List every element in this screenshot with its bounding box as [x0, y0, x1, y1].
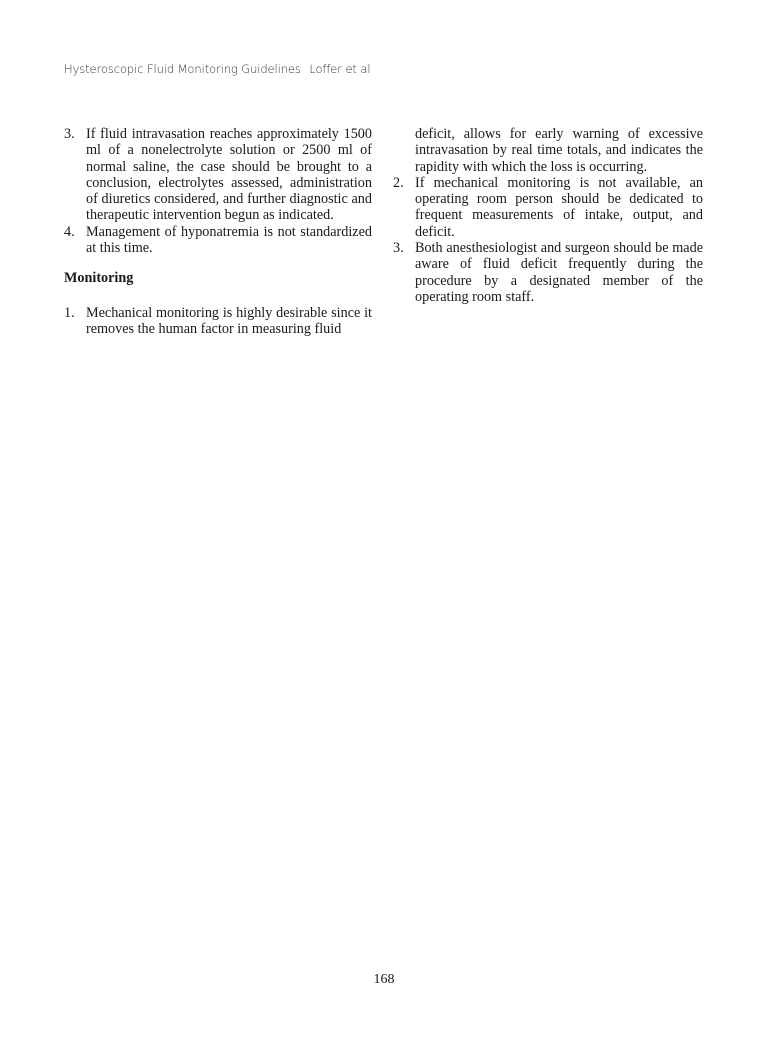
- list-item-1-continuation: deficit, allows for early warning of excessive intravasation by real time totals, and indicates the rapidity with which the loss is occurring.: [415, 126, 703, 175]
- list-item-text: If fluid intravasation reaches approximately 1500 ml of a nonelectrolyte solution or 2500 ml of normal saline, the case should be brought to a conclusion, electrolytes assessed, administration of diuretics considered, and further diagnostic and therapeutic intervention begun as indicated.: [86, 126, 372, 224]
- left-column: [64, 126, 372, 337]
- list-item-4: [64, 224, 372, 257]
- list-item-text: If mechanical monitoring is not available, an operating room person should be dedicated to frequent measurements of intake, output, and deficit.: [415, 174, 703, 240]
- list-item-number: 2.: [393, 174, 404, 191]
- list-item-text: Management of hyponatremia is not standardized at this time.: [86, 223, 372, 257]
- running-header-title: Hysteroscopic Fluid Monitoring Guidelines: [64, 62, 301, 76]
- running-header-authors: Loffer et al: [309, 62, 371, 76]
- list-item-number: 4.: [64, 223, 75, 240]
- list-item-3: [64, 126, 372, 224]
- list-item-text: Mechanical monitoring is highly desirable since it removes the human factor in measuring fluid: [86, 304, 372, 337]
- running-header: [64, 62, 370, 76]
- list-item-1: [64, 305, 372, 338]
- section-heading-monitoring: Monitoring: [64, 270, 134, 287]
- list-item-number: 1.: [64, 304, 75, 321]
- list-item-2: [393, 175, 703, 240]
- page-number: 168: [373, 972, 395, 987]
- right-column: [393, 126, 703, 305]
- list-item-number: 3.: [64, 126, 75, 142]
- list-item-text: Both anesthesiologist and surgeon should be made aware of fluid deficit frequently during the procedure by a designated member of the operating room staff.: [415, 240, 703, 305]
- list-item-number: 3.: [393, 240, 404, 257]
- list-item-3-right: [393, 240, 703, 305]
